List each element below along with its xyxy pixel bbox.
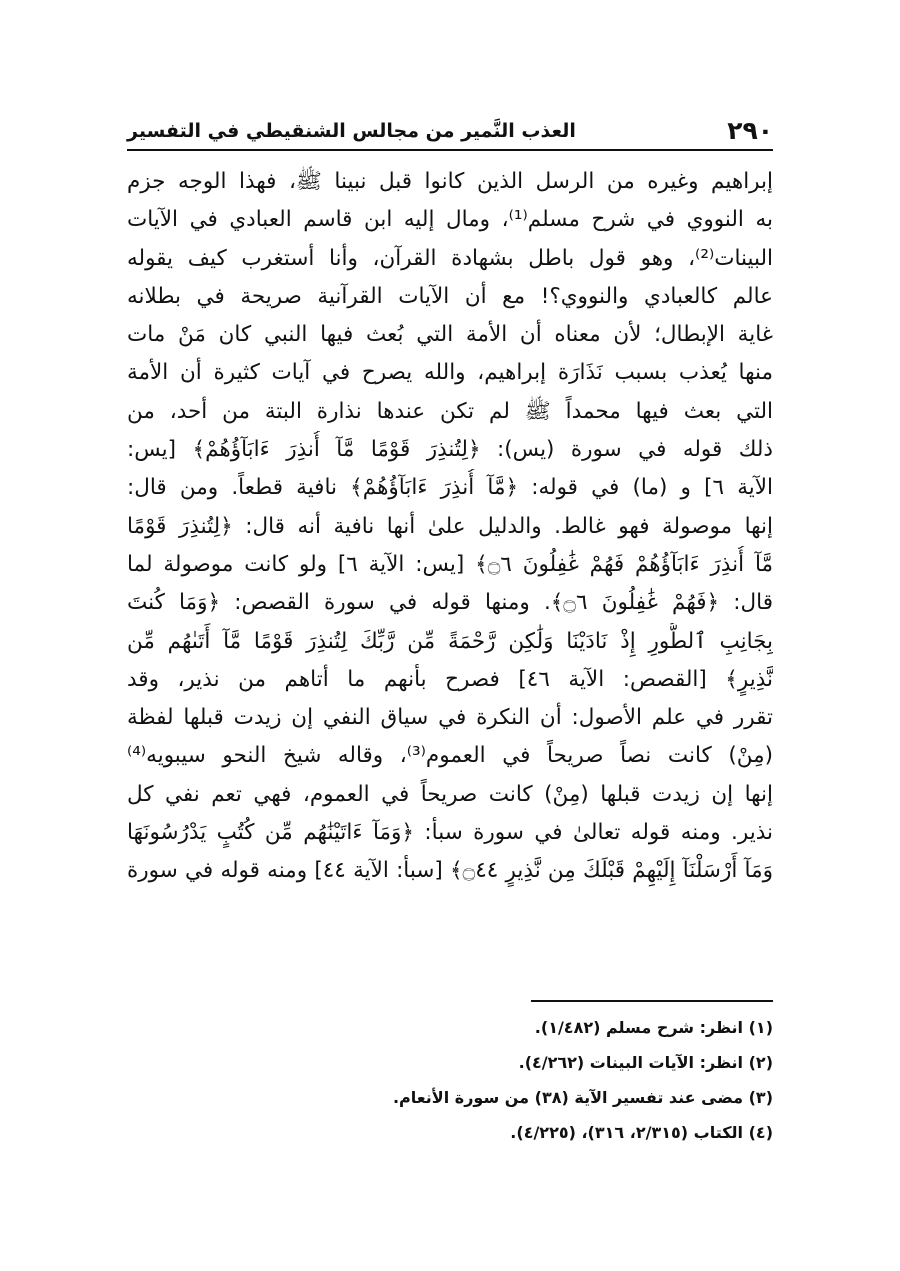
running-title: العذب النَّمير من مجالس الشنقيطي في التفسير (127, 120, 576, 142)
body-line: إبراهيم وغيره من الرسل الذين كانوا قبل نبينا ﷺ، فهذا الوجه جزم (127, 169, 773, 194)
body-line: مَّآ أُنذِرَ ءَابَآؤُهُمْ فَهُمْ غَٰفِلُونَ ۝٦﴾ [يس: الآية ٦] ولو كانت موصولة لما (127, 551, 773, 577)
body-text (127, 163, 773, 891)
body-line: تقرر في علم الأصول: أن النكرة في سياق النفي إن زيدت قبلها لفظة (127, 705, 773, 731)
footnote: (٣) مضى عند تفسير الآية (٣٨) من سورة الأنعام. (392, 1088, 773, 1107)
footnote-rule (531, 1000, 773, 1002)
body-line: بِجَانِبِ ٱلطُّورِ إِذْ نَادَيْنَا وَلَٰكِن رَّحْمَةً مِّن رَّبِّكَ لِتُنذِرَ قَوْمًا مَّآ أَتَىٰهُم مِّن (127, 628, 773, 654)
body-line: (مِنْ) كانت نصاً صريحاً في العموم⁽³⁾، وقاله شيخ النحو سيبويه⁽⁴⁾ (127, 743, 773, 769)
footnote: (١) انظر: شرح مسلم (١/٤٨٢). (534, 1018, 773, 1037)
body-line: البينات⁽²⁾، وهو قول باطل بشهادة القرآن، وأنا أستغرب كيف يقوله (127, 245, 773, 271)
body-line: إنها إن زيدت قبلها (مِنْ) كانت صريحاً في العموم، فهي تعم نفي كل (127, 781, 773, 807)
body-line: إنها موصولة فهو غالط. والدليل علىٰ أنها نافية أنه قال: ﴿لِتُنذِرَ قَوْمًا (127, 513, 773, 539)
page-number: ٢٩٠ (727, 116, 773, 145)
footnote: (٤) الكتاب (٢/٣١٥، ٣١٦)، (٤/٢٢٥). (510, 1123, 773, 1142)
body-line: عالم كالعبادي والنووي؟! مع أن الآيات القرآنية صريحة في بطلانه (127, 283, 773, 309)
body-line: منها يُعذب بسبب نَذَارَة إبراهيم، والله يصرح في آيات كثيرة أن الأمة (127, 360, 773, 386)
body-line: الآية ٦] و (ما) في قوله: ﴿مَّآ أُنذِرَ ءَابَآؤُهُمْ﴾ نافية قطعاً. ومن قال: (127, 475, 773, 501)
body-line: قال: ﴿فَهُمْ غَٰفِلُونَ ۝٦﴾. ومنها قوله في سورة القصص: ﴿وَمَا كُنتَ (127, 590, 773, 616)
body-line: نذير. ومنه قوله تعالىٰ في سورة سبأ: ﴿وَمَآ ءَاتَيْنَٰهُم مِّن كُتُبٍ يَدْرُسُونَهَا (127, 820, 773, 846)
body-line: نَّذِيرٍ﴾ [القصص: الآية ٤٦] فصرح بأنهم ما أتاهم من نذير، وقد (127, 666, 773, 692)
body-line: غاية الإبطال؛ لأن معناه أن الأمة التي بُعث فيها النبي كان مَنْ مات (127, 322, 773, 348)
body-line: به النووي في شرح مسلم⁽¹⁾، ومال إليه ابن قاسم العبادي في الآيات (127, 207, 773, 233)
body-line: ذلك قوله في سورة (يس): ﴿لِتُنذِرَ قَوْمًا مَّآ أُنذِرَ ءَابَآؤُهُمْ﴾ [يس: (127, 437, 773, 463)
page-header (127, 106, 773, 146)
body-line: التي بعث فيها محمداً ﷺ لم تكن عندها نذارة البتة من أحد، من (127, 398, 773, 424)
body-line: وَمَآ أَرْسَلْنَآ إِلَيْهِمْ قَبْلَكَ مِن نَّذِيرٍ ۝٤٤﴾ [سبأ: الآية ٤٤] ومنه قوله في سورة (127, 858, 773, 884)
footnotes (300, 1010, 773, 1150)
header-rule (127, 149, 773, 151)
footnote: (٢) انظر: الآيات البينات (٤/٢٦٢). (518, 1053, 773, 1072)
